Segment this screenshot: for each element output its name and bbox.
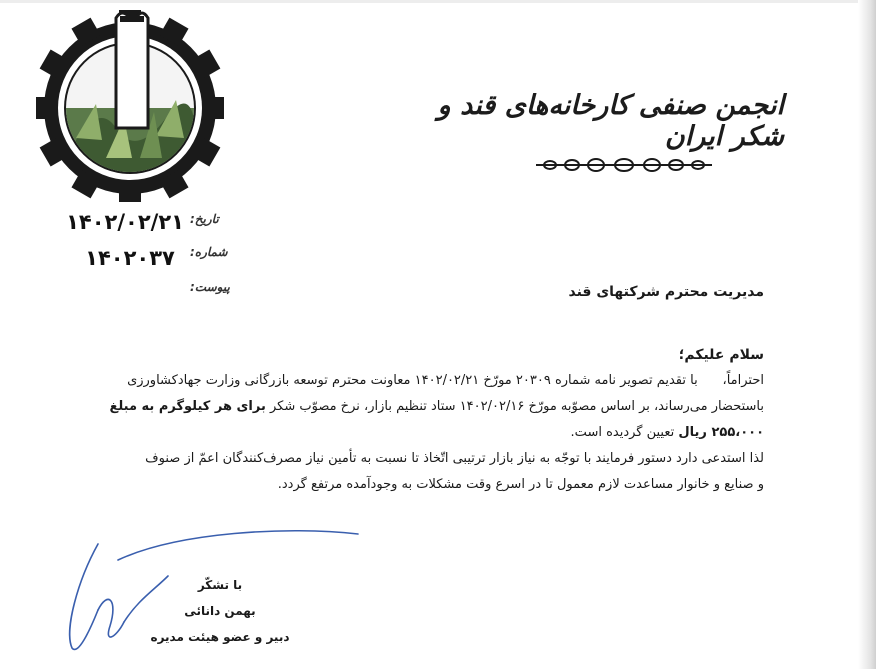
body-line-4: لذا استدعی دارد دستور فرمایند با توجّه به نیاز بازار ترتیبی اتّخاذ تا نسبت به تأمین نیاز مصرف‌کنندگان اعمّ از صنوف [145,451,764,466]
date-label: تاریخ: [190,212,219,226]
date-value: ۱۴۰۲/۰۲/۲۱ [66,210,184,234]
closing-text: با تشکّر [197,578,243,592]
letter-body [54,342,764,498]
number-value: ۱۴۰۲۰۳۷ [85,246,175,270]
body-line-1-text: با تقدیم تصویر نامه شماره ۲۰۳۰۹ مورّخ ۱۴۰۲/۰۲/۲۱ معاونت محترم توسعه بازرگانی وزارت جهادکشاورزی [127,373,698,388]
body-line-3 [54,420,764,446]
ornament-divider [536,155,712,175]
scan-top-shadow [0,0,876,3]
greeting: سلام علیکم؛ [678,347,764,363]
scan-page-edge [858,0,876,669]
recipient: مدیریت محترم شرکتهای قند [568,284,764,300]
signer-title: دبیر و عضو هیئت مدیره [150,630,290,644]
respect-opening: احتراماً، [722,373,764,388]
factory-gear-logo-icon [36,8,224,202]
body-line-2-text: باستحضار می‌رساند، بر اساس مصوّبه مورّخ ۱۴۰۲/۰۲/۱۶ ستاد تنظیم بازار، نرخ مصوّب شکر [269,399,764,414]
body-line-1 [54,368,764,394]
signature-block [150,572,290,650]
body-line-5: و صنایع و خانوار مساعدت لازم معمول تا در اسرع وقت مشکلات به وجودآمده مرتفع گردد. [277,477,764,492]
body-line-2 [54,394,764,420]
number-label: شماره: [190,245,228,259]
attachment-label: پیوست: [190,280,230,294]
body-line-3-text: تعیین گردیده است. [570,425,675,440]
body-line-2-bold: برای هر کیلوگرم به مبلغ [109,399,266,414]
price-amount: ۲۵۵،۰۰۰ ریال [678,425,764,440]
signer-name: بهمن دانائی [184,604,256,618]
organization-name: انجمن صنفی کارخانه‌های قند و شکر ایران [437,90,784,152]
